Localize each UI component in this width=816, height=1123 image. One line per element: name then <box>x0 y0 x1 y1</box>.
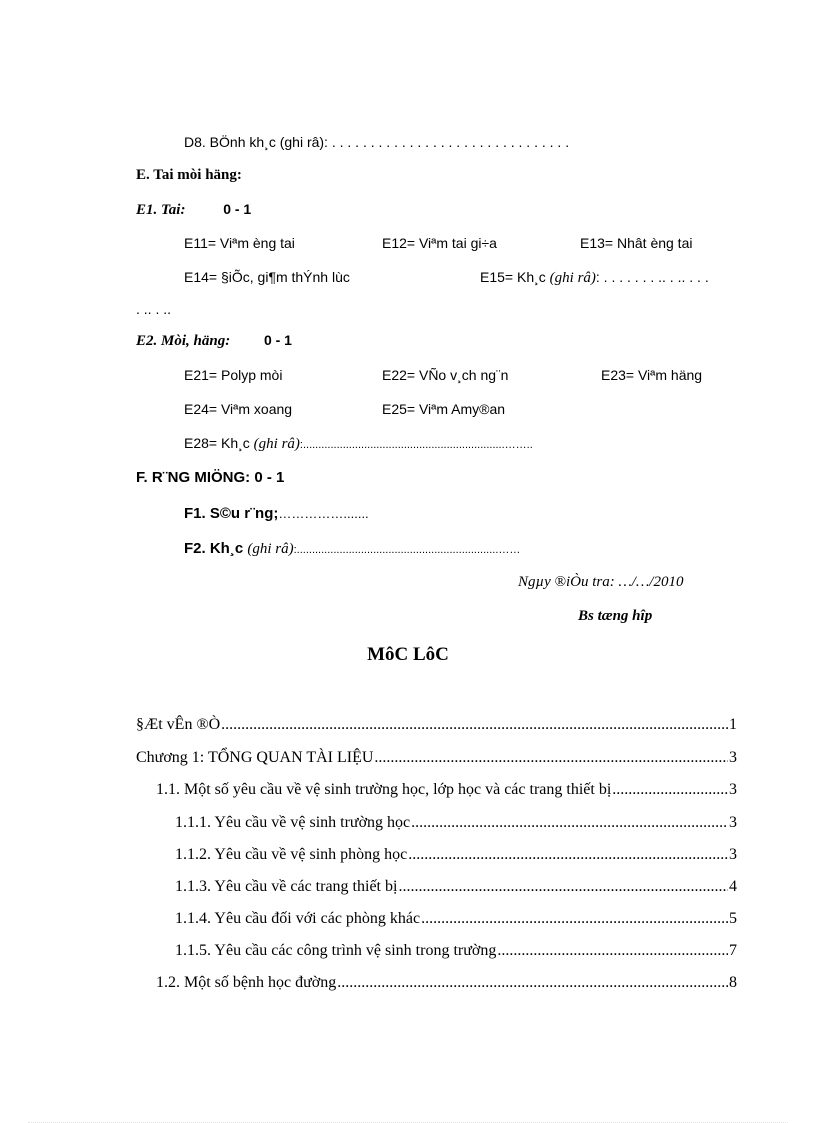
section-f-title: F. R¨NG MIÖNG: <box>136 469 251 486</box>
f2-label: F2. Kh¸c <box>184 540 244 557</box>
toc-entry-page: 3 <box>729 846 737 863</box>
toc-leader <box>221 716 728 734</box>
toc-leader <box>398 878 728 896</box>
e15-label: E15= Kh¸c <box>480 269 546 285</box>
d8-label: D8. BÖnh kh¸c (ghi râ): <box>184 134 328 150</box>
toc-leader <box>374 749 728 767</box>
section-f-scale: 0 - 1 <box>254 469 285 486</box>
toc-entry[interactable] <box>136 716 737 734</box>
toc-entry-page: 3 <box>729 814 737 831</box>
toc-entry[interactable] <box>156 974 737 992</box>
f1-item <box>184 505 369 522</box>
e2-scale: 0 - 1 <box>263 332 292 348</box>
toc-entry-page: 7 <box>729 942 737 959</box>
e15-item <box>480 269 709 287</box>
section-f-heading <box>136 469 284 486</box>
signer-title: Bs tæng hîp <box>578 608 653 624</box>
e28-dots: :..................................................................…….. <box>299 439 533 451</box>
toc-entry[interactable] <box>156 781 737 799</box>
e2-title: E2. Mòi, häng: <box>136 333 231 349</box>
section-e-title: E. Tai mòi häng: <box>136 167 242 183</box>
f2-hint: (ghi râ) <box>247 541 294 557</box>
e15-continuation: . .. . .. <box>136 301 172 317</box>
toc-entry-title: 1.1. Một số yêu cầu về vệ sinh trường học, lớp học và các trang thiết bị <box>156 781 612 798</box>
e23-item: E23= Viªm häng <box>601 367 703 383</box>
e11-item: E11= Viªm èng tai <box>184 235 295 251</box>
toc-entry[interactable] <box>175 942 737 960</box>
d8-line <box>184 134 569 150</box>
toc-entry-title: 1.1.5. Yêu cầu các công trình vệ sinh trong trường <box>175 942 497 959</box>
e15-dots: : . . . . . . . .. . .. . . . <box>595 269 709 285</box>
e13-item: E13= Nhât èng tai <box>580 235 693 251</box>
e1-heading <box>136 201 251 219</box>
f2-item <box>184 540 520 558</box>
toc-entry-page: 4 <box>729 878 737 895</box>
toc-leader <box>497 942 728 960</box>
toc-entry[interactable] <box>136 749 737 767</box>
e28-item <box>184 435 533 453</box>
e22-item: E22= VÑo v¸ch ng¨n <box>382 367 509 383</box>
e28-hint: (ghi râ) <box>253 436 300 452</box>
survey-date: Ngµy ®iÒu tra: …/…/2010 <box>518 574 684 590</box>
toc-leader <box>411 814 728 832</box>
toc-entry-page: 3 <box>729 781 737 798</box>
toc-entry-title: 1.1.1. Yêu cầu về vệ sinh trường học <box>175 814 411 831</box>
toc-entry-page: 1 <box>729 716 737 733</box>
f1-dots: ……………....... <box>278 506 369 521</box>
toc-entry[interactable] <box>175 910 737 928</box>
toc-entry-title: 1.1.4. Yêu cầu đối với các phòng khác <box>175 910 421 927</box>
e24-item: E24= Viªm xoang <box>184 401 293 417</box>
toc-entry-title: §Æt vÊn ®Ò <box>136 716 221 733</box>
toc-leader <box>421 910 728 928</box>
f2-dots: :..................................................................…… <box>293 544 521 556</box>
f1-label: F1. S©u r¨ng; <box>184 505 279 522</box>
toc-entry-page: 3 <box>729 749 737 766</box>
toc-entry-title: Chương 1: TỔNG QUAN TÀI LIỆU <box>136 749 374 766</box>
toc-entry-page: 8 <box>729 974 737 991</box>
toc-heading: MôC LôC <box>367 644 449 665</box>
toc-entry-page: 5 <box>729 910 737 927</box>
e25-item: E25= Viªm Amy®an <box>382 401 506 417</box>
e1-title: E1. Tai: <box>136 202 186 218</box>
e14-item: E14= §iÕc, gi¶m thÝnh lùc <box>184 269 350 285</box>
d8-dots: . . . . . . . . . . . . . . . . . . . . . . . . . . . . . . . <box>331 134 570 150</box>
e15-hint: (ghi râ) <box>549 270 596 286</box>
e21-item: E21= Polyp mòi <box>184 367 283 383</box>
toc-entry[interactable] <box>175 878 737 896</box>
toc-entry[interactable] <box>175 846 737 864</box>
toc-leader <box>337 974 728 992</box>
e1-scale: 0 - 1 <box>223 201 252 217</box>
e2-heading <box>136 332 292 350</box>
toc-entry[interactable] <box>175 814 737 832</box>
e12-item: E12= Viªm tai gi÷a <box>382 235 497 251</box>
toc-entry-title: 1.1.2. Yêu cầu về vệ sinh phòng học <box>175 846 408 863</box>
toc-leader <box>612 781 728 799</box>
toc-entry-title: 1.1.3. Yêu cầu về các trang thiết bị <box>175 878 398 895</box>
e28-label: E28= Kh¸c <box>184 435 250 451</box>
toc-entry-title: 1.2. Một số bệnh học đường <box>156 974 337 991</box>
toc-leader <box>408 846 728 864</box>
